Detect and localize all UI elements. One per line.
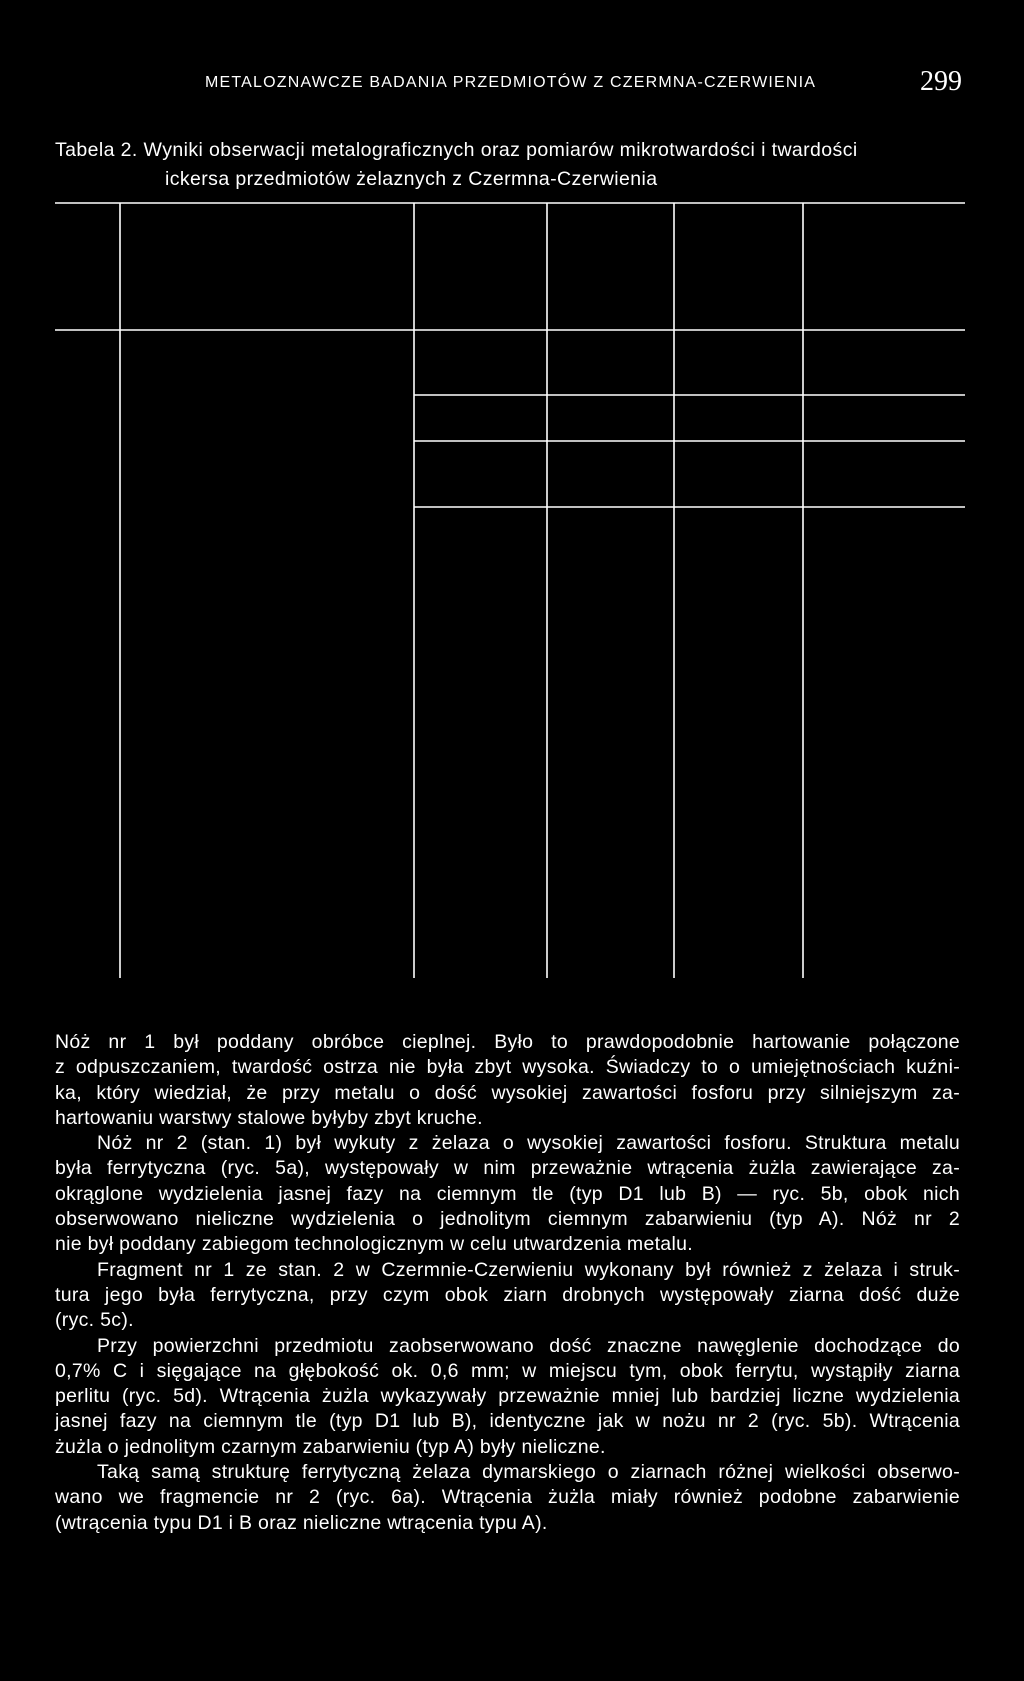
- text-line: tura jego była ferrytyczna, przy czym obok ziarn drobnych występowały ziarna dość duże: [55, 1283, 960, 1306]
- paragraph-last-line: [55, 1511, 960, 1536]
- text-line: ka, który wiedział, że przy metalu o dość wysokiej zawartości fosforu przy silniejszym za-: [55, 1081, 960, 1104]
- text-line: nie był poddany zabiegom technologicznym w celu utwardzenia metalu.: [55, 1233, 693, 1256]
- paragraph-last-line: [55, 1106, 960, 1131]
- body-text: [55, 1030, 960, 1536]
- paragraph-last-line: [55, 1232, 960, 1257]
- text-line: perlitu (ryc. 5d). Wtrącenia żużla wykazywały przeważnie mniej lub bardziej liczne wydzielenia: [55, 1385, 960, 1408]
- text-line: Przy powierzchni przedmiotu zaobserwowano dość znaczne nawęglenie dochodzące do: [97, 1334, 960, 1357]
- text-line: jasnej fazy na ciemnym tle (typ D1 lub B), identyczne jak w nożu nr 2 (ryc. 5b). Wtrącenia: [55, 1410, 960, 1433]
- text-line: żużla o jednolitym czarnym zabarwieniu (typ A) były nieliczne.: [55, 1435, 606, 1458]
- text-line: Nóż nr 1 był poddany obróbce cieplnej. Było to prawdopodobnie hartowanie połączone: [55, 1031, 960, 1053]
- text-line: z odpuszczaniem, twardość ostrza nie była zbyt wysoka. Świadczy to o umiejętnościach kuźni-: [55, 1056, 960, 1079]
- text-line: wano we fragmencie nr 2 (ryc. 6a). Wtrącenia żużla miały również podobne zabarwienie: [55, 1486, 960, 1509]
- paragraph: [55, 1131, 960, 1232]
- text-line: obserwowano nieliczne wydzielenia o jednolitym ciemnym zabarwieniu (typ A). Nóż nr 2: [55, 1208, 960, 1231]
- text-line: (wtrącenia typu D1 i B oraz nieliczne wtrącenia typu A).: [55, 1511, 548, 1534]
- running-title: METALOZNAWCZE BADANIA PRZEDMIOTÓW Z CZERMNA-CZERWIENIA: [205, 74, 817, 91]
- text-line: Nóż nr 2 (stan. 1) był wykuty z żelaza o wysokiej zawartości fosforu. Struktura metalu: [97, 1132, 960, 1155]
- paragraph-last-line: [55, 1435, 960, 1460]
- paragraph-last-line: [55, 1308, 960, 1333]
- text-line: okrąglone wydzielenia jasnej fazy na ciemnym tle (typ D1 lub B) — ryc. 5b, obok nich: [55, 1182, 960, 1205]
- table-caption: [55, 136, 975, 194]
- text-line: Fragment nr 1 ze stan. 2 w Czermnie-Czerwieniu wykonany był również z żelaza i struk-: [97, 1258, 960, 1281]
- paragraph: [55, 1460, 960, 1511]
- text-line: (ryc. 5c).: [55, 1309, 134, 1332]
- paragraph: [55, 1030, 960, 1106]
- caption-line: ickersa przedmiotów żelaznych z Czermna-Czerwienia: [165, 168, 658, 190]
- text-line: była ferrytyczna (ryc. 5a), występowały w nim przeważnie wtrącenia żużla zawierające za-: [55, 1157, 960, 1180]
- paragraph: [55, 1258, 960, 1309]
- paragraph: [55, 1334, 960, 1435]
- text-line: 0,7% C i sięgające na głębokość ok. 0,6 mm; w miejscu tym, obok ferrytu, wystąpiły ziarna: [55, 1359, 960, 1382]
- caption-line: Tabela 2. Wyniki obserwacji metalograficznych oraz pomiarów mikrotwardości i twardości: [55, 139, 858, 161]
- page-number: 299: [920, 66, 962, 97]
- text-line: hartowaniu warstwy stalowe byłyby zbyt kruche.: [55, 1106, 483, 1129]
- text-line: Taką samą strukturę ferrytyczną żelaza dymarskiego o ziarnach różnej wielkości obserwo-: [97, 1461, 960, 1484]
